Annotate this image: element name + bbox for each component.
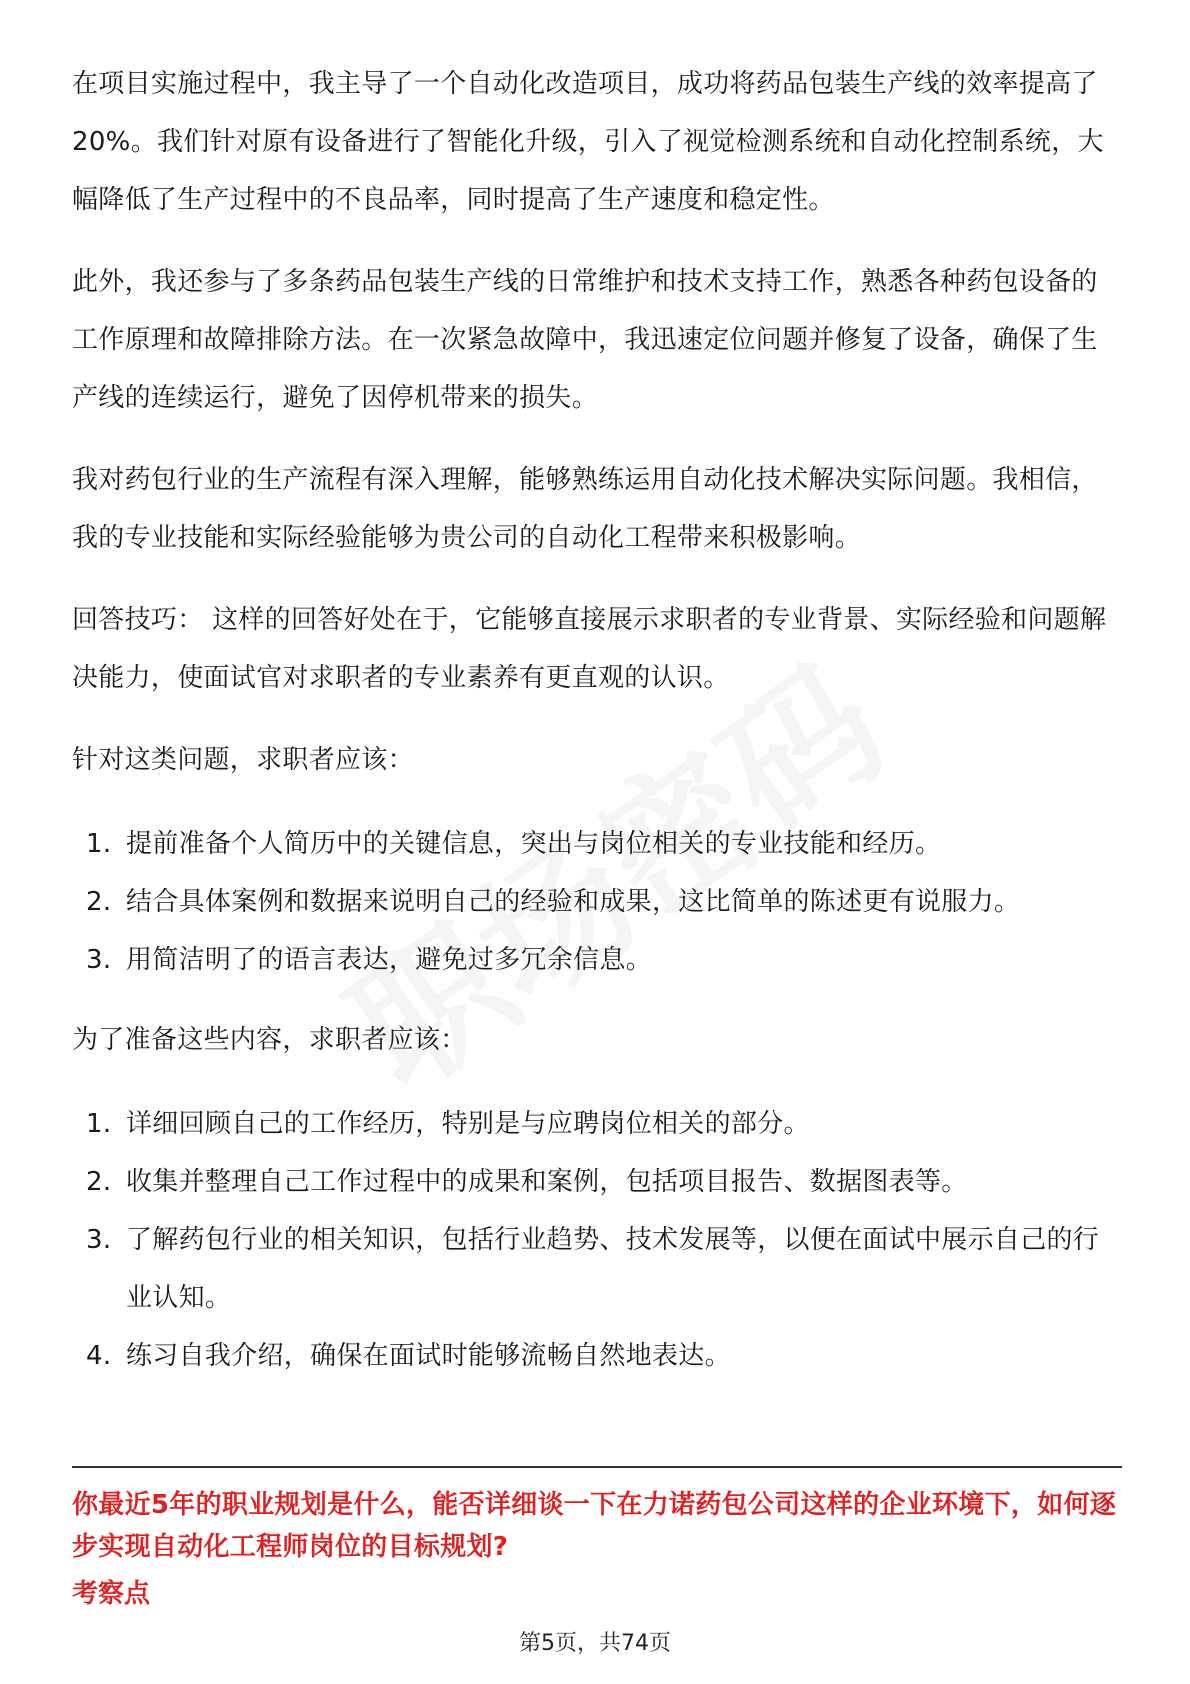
list-item: 4. 练习自我介绍，确保在面试时能够流畅自然地表达。 [86, 1341, 731, 1371]
list-item: 3. 了解药包行业的相关知识，包括行业趋势、技术发展等，以便在面试中展示自己的行业认知。 [86, 1225, 1100, 1313]
paragraph-list1-intro: 针对这类问题，求职者应该： [72, 745, 414, 775]
paragraph-project-experience: 在项目实施过程中，我主导了一个自动化改造项目，成功将药品包装生产线的效率提高了20%。我们针对原有设备进行了智能化升级，引入了视觉检测系统和自动化控制系统，大幅降低了生产过程中的不良品率，同时提高了生产速度和稳定性。 [72, 69, 1104, 215]
section-label-assessment-points: 考察点 [72, 1579, 151, 1609]
paragraph-list2-intro: 为了准备这些内容，求职者应该： [72, 1025, 467, 1055]
interview-question: 你最近5年的职业规划是什么，能否详细谈一下在力诺药包公司这样的企业环境下，如何逐步实现自动化工程师岗位的目标规划? [72, 1490, 1117, 1562]
section-divider [72, 1466, 1122, 1468]
paragraph-maintenance-experience: 此外，我还参与了多条药品包装生产线的日常维护和技术支持工作，熟悉各种药包设备的工作原理和故障排除方法。在一次紧急故障中，我迅速定位问题并修复了设备，确保了生产线的连续运行，避免了因停机带来的损失。 [72, 267, 1098, 413]
list-item: 3. 用简洁明了的语言表达，避免过多冗余信息。 [86, 945, 653, 975]
list-item: 1. 提前准备个人简历中的关键信息，突出与岗位相关的专业技能和经历。 [86, 829, 942, 859]
list-item: 1. 详细回顾自己的工作经历，特别是与应聘岗位相关的部分。 [86, 1109, 810, 1139]
paragraph-answer-tips: 回答技巧： 这样的回答好处在于，它能够直接展示求职者的专业背景、实际经验和问题解决能力，使面试官对求职者的专业素养有更直观的认识。 [72, 605, 1107, 693]
list-item: 2. 收集并整理自己工作过程中的成果和案例，包括项目报告、数据图表等。 [86, 1167, 968, 1197]
answer-tips-list [72, 815, 1122, 989]
preparation-list [72, 1095, 1122, 1385]
page-number-footer: 第5页，共74页 [519, 1631, 671, 1656]
paragraph-industry-understanding: 我对药包行业的生产流程有深入理解，能够熟练运用自动化技术解决实际问题。我相信，我的专业技能和实际经验能够为贵公司的自动化工程带来积极影响。 [72, 465, 1098, 553]
list-item: 2. 结合具体案例和数据来说明自己的经验和成果，这比简单的陈述更有说服力。 [86, 887, 1021, 917]
page-content [72, 55, 1122, 1407]
